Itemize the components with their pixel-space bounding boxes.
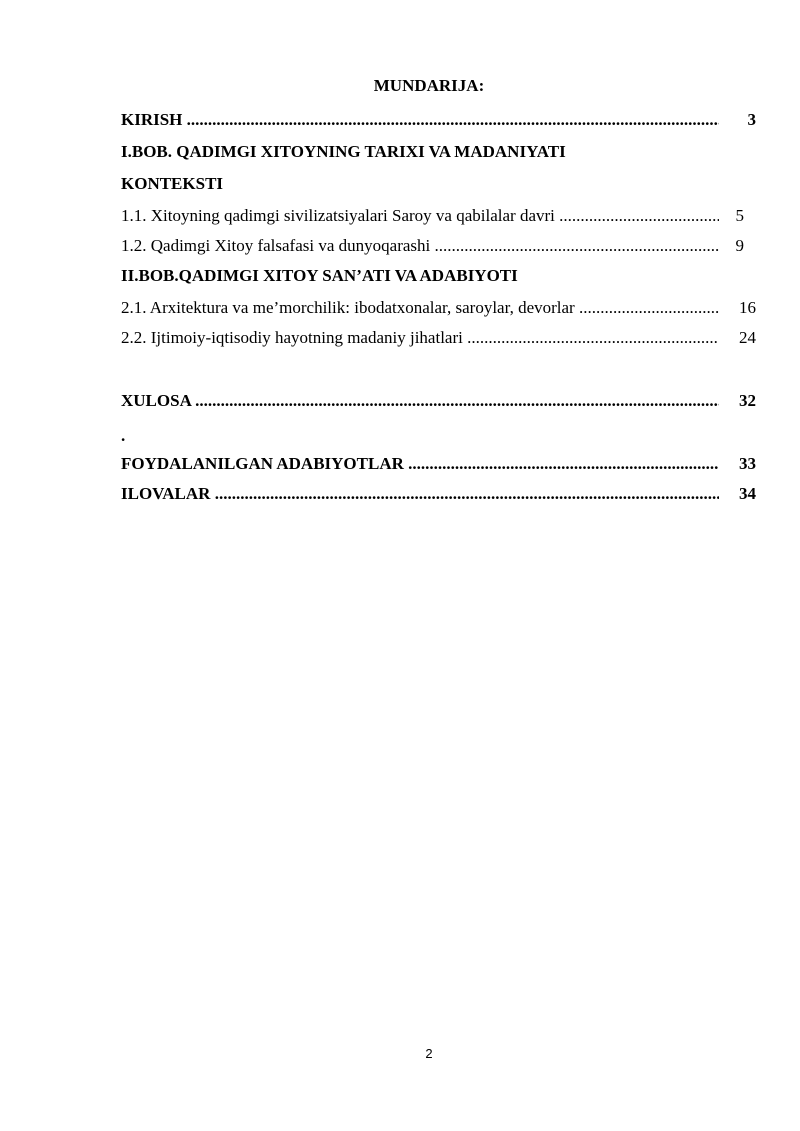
toc-chapter-1-heading[interactable]: I.BOB. QADIMGI XITOYNING TARIXI VA MADANIYATI: [121, 142, 566, 161]
toc-entry-page: 5: [735, 206, 744, 225]
toc-entry-label: ILOVALAR .....: [121, 482, 719, 506]
toc-entry-page: 33: [739, 454, 756, 473]
toc-entry-references[interactable]: [121, 452, 756, 476]
toc-entry-2-1[interactable]: [121, 296, 756, 320]
toc-entry-page: 9: [735, 236, 744, 255]
toc-entry-xulosa[interactable]: [121, 389, 756, 413]
toc-chapter-1-heading-cont[interactable]: KONTEKSTI: [121, 174, 224, 193]
toc-entry-label: XULOSA .....: [121, 389, 719, 413]
toc-entry-2-2[interactable]: [121, 326, 756, 350]
toc-entry-1-1[interactable]: [121, 204, 756, 228]
toc-entry-label: FOYDALANILGAN ADABIYOTLAR .....: [121, 452, 719, 476]
toc-title: MUNDARIJA:: [373, 76, 485, 95]
toc-entry-page: 16: [739, 298, 756, 317]
toc-entry-appendices[interactable]: [121, 482, 756, 506]
toc-entry-label: 2.1. Arxitektura va me’morchilik: ibodatxonalar, saroylar, devorlar .....: [121, 296, 719, 320]
toc-entry-label: 2.2. Ijtimoiy-iqtisodiy hayotning madaniy jihatlari .....: [121, 326, 719, 350]
toc-entry-page: 3: [747, 110, 756, 129]
toc-entry-page: 32: [739, 391, 756, 410]
toc-chapter-2-heading[interactable]: II.BOB.QADIMGI XITOY SAN’ATI VA ADABIYOTI: [121, 266, 518, 285]
toc-entry-label: 1.2. Qadimgi Xitoy falsafasi va dunyoqarashi .....: [121, 234, 719, 258]
toc-entry-kirish[interactable]: [121, 108, 756, 132]
toc-entry-page: 24: [739, 328, 756, 347]
toc-entry-label: KIRISH .....: [121, 108, 719, 132]
toc-entry-page: 34: [739, 484, 756, 503]
toc-entry-1-2[interactable]: [121, 234, 756, 258]
toc-entry-label: 1.1. Xitoyning qadimgi sivilizatsiyalari Saroy va qabilalar davri .....: [121, 204, 719, 228]
stray-dot-mark: .: [121, 426, 126, 445]
page-number: 2: [425, 1046, 433, 1061]
